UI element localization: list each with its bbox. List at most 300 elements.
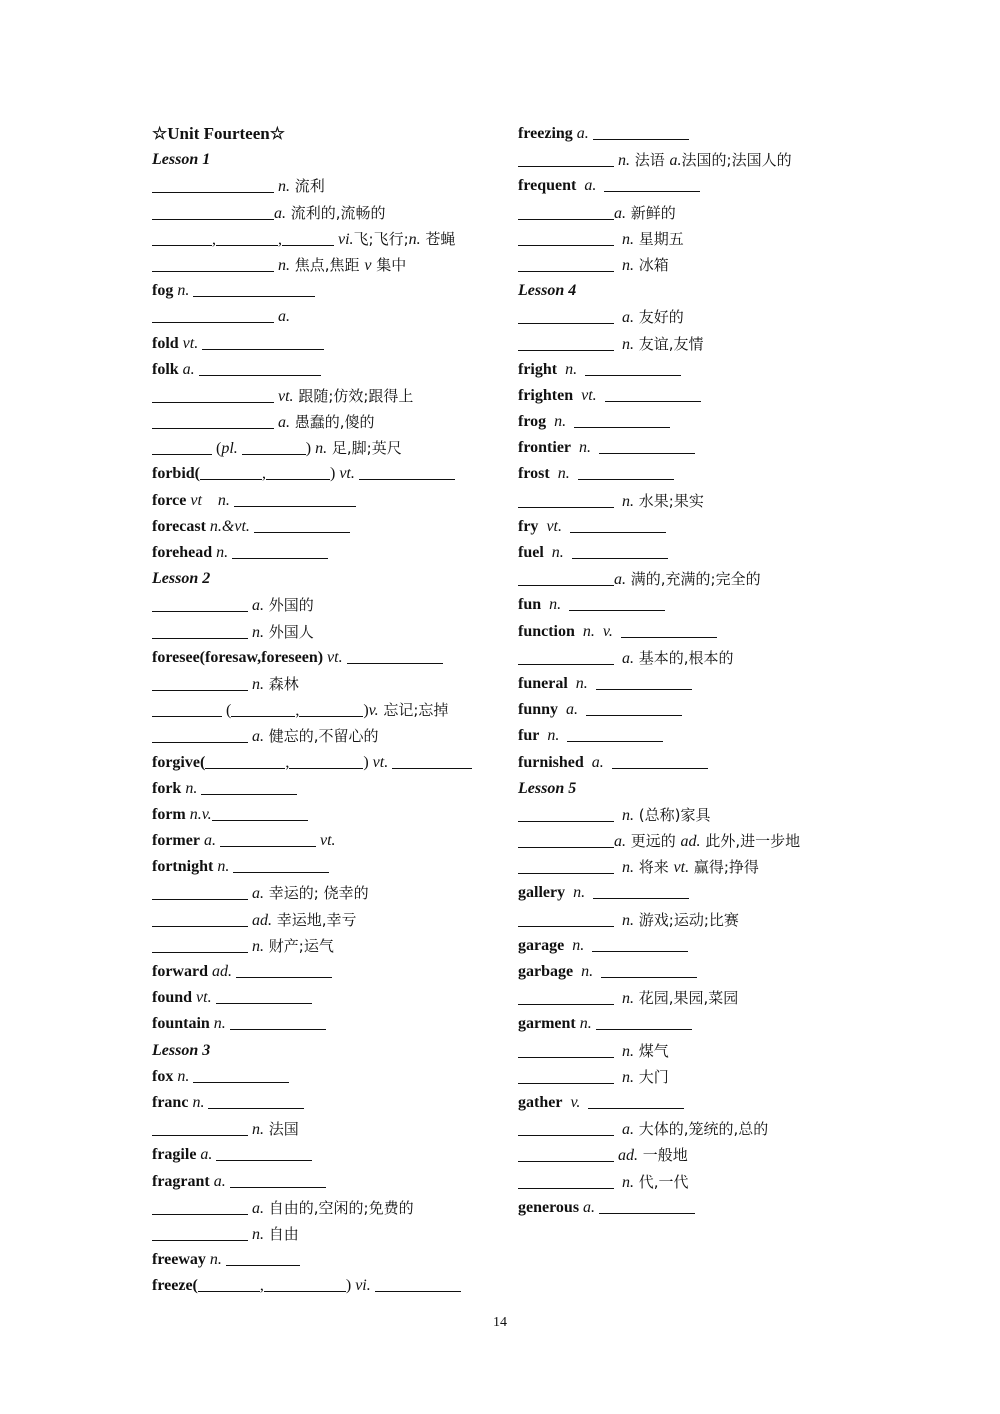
text-fragment xyxy=(559,727,567,744)
answer-blank[interactable] xyxy=(193,279,315,297)
headword: form xyxy=(152,805,186,823)
vocab-line xyxy=(518,933,848,959)
answer-blank[interactable] xyxy=(234,489,356,507)
part-of-speech: a. xyxy=(614,649,634,667)
answer-blank[interactable] xyxy=(605,384,701,402)
vocab-line xyxy=(518,1142,848,1168)
chinese-meaning: 外国人 xyxy=(264,622,314,641)
vocab-line xyxy=(152,750,497,776)
part-of-speech: n. xyxy=(549,465,570,483)
headword: former xyxy=(152,832,200,850)
vocab-line xyxy=(152,723,497,749)
vocab-line xyxy=(152,1273,497,1299)
vocab-line xyxy=(152,1116,497,1142)
answer-blank[interactable] xyxy=(567,724,663,742)
answer-blank[interactable] xyxy=(359,462,455,480)
text-fragment: Lesson 1 xyxy=(152,151,211,169)
vocab-line xyxy=(152,933,497,959)
part-of-speech: n. xyxy=(248,937,264,955)
text-fragment xyxy=(577,361,585,378)
answer-blank[interactable] xyxy=(347,646,443,664)
text-fragment: ) xyxy=(345,1277,356,1295)
headword: forward xyxy=(152,963,208,980)
headword: fuel xyxy=(518,544,544,561)
vocab-line xyxy=(152,828,497,854)
part-of-speech: n. xyxy=(614,152,630,170)
answer-blank[interactable] xyxy=(208,1091,304,1109)
vocab-line xyxy=(518,697,848,723)
vocab-line xyxy=(518,1038,848,1064)
lesson-heading xyxy=(518,278,848,304)
text-fragment: , xyxy=(295,702,300,720)
vocab-line xyxy=(518,619,848,645)
text-fragment: ) xyxy=(363,753,373,771)
headword: frontier xyxy=(518,439,572,457)
vocab-line xyxy=(518,671,848,697)
headword: function xyxy=(518,622,575,640)
headword: funeral xyxy=(518,674,568,692)
part-of-speech: n. xyxy=(213,858,230,876)
answer-blank[interactable] xyxy=(152,1223,248,1241)
answer-blank[interactable] xyxy=(201,777,297,795)
answer-blank[interactable] xyxy=(518,149,614,167)
vocab-line xyxy=(518,147,848,173)
part-of-speech: a. xyxy=(579,1198,596,1216)
answer-blank[interactable] xyxy=(230,1170,326,1188)
answer-blank[interactable] xyxy=(254,515,350,533)
part-of-speech: n. xyxy=(274,178,290,196)
vocab-line xyxy=(152,278,497,304)
vocab-line xyxy=(152,592,497,618)
headword: garage xyxy=(518,936,565,954)
part-of-speech: n. xyxy=(209,1015,226,1033)
vocab-line xyxy=(152,985,497,1011)
answer-blank[interactable] xyxy=(226,1248,300,1266)
chinese-meaning: 此外,进一步地 xyxy=(700,832,801,851)
part-of-speech: a. xyxy=(274,308,290,326)
part-of-speech: n. xyxy=(614,492,634,510)
answer-blank[interactable] xyxy=(518,1171,614,1189)
headword: furnished xyxy=(518,753,584,771)
answer-blank[interactable] xyxy=(596,1012,692,1030)
answer-blank[interactable] xyxy=(588,1091,684,1109)
lesson-heading xyxy=(152,147,497,173)
part-of-speech: a. xyxy=(614,1121,634,1139)
answer-blank[interactable] xyxy=(152,437,212,455)
chinese-meaning: 愚蠢的,傻的 xyxy=(290,413,375,432)
chinese-meaning: 自由的,空闲的;免费的 xyxy=(264,1198,414,1217)
part-of-speech: n.v. xyxy=(185,805,212,823)
text-fragment: Lesson 4 xyxy=(518,282,577,300)
chinese-meaning: 一般地 xyxy=(638,1146,688,1165)
vocab-line xyxy=(152,1090,497,1116)
headword: fork xyxy=(152,779,182,797)
chinese-meaning: 流利 xyxy=(290,177,325,196)
part-of-speech: n. xyxy=(614,806,634,824)
chinese-meaning: 星期五 xyxy=(634,229,684,248)
answer-blank[interactable] xyxy=(152,1197,248,1215)
vocab-line xyxy=(152,671,497,697)
answer-blank[interactable] xyxy=(518,1144,614,1162)
answer-blank[interactable] xyxy=(152,673,248,691)
answer-blank[interactable] xyxy=(152,254,274,272)
text-fragment xyxy=(588,675,596,692)
chinese-meaning: 跟随;仿效;跟得上 xyxy=(293,386,414,405)
answer-blank[interactable] xyxy=(596,672,692,690)
answer-blank[interactable] xyxy=(216,228,278,246)
answer-blank[interactable] xyxy=(216,986,312,1004)
vocab-line xyxy=(518,514,848,540)
answer-blank[interactable] xyxy=(299,699,363,717)
lesson-heading xyxy=(152,566,497,592)
headword: fry xyxy=(518,517,539,535)
part-of-speech: n. xyxy=(614,256,634,274)
part-of-speech: n. xyxy=(614,335,634,353)
vocab-line xyxy=(152,514,497,540)
vocab-line xyxy=(518,1169,848,1195)
answer-blank[interactable] xyxy=(585,358,681,376)
part-of-speech: n. xyxy=(575,1015,592,1033)
part-of-speech: vt. xyxy=(323,648,343,666)
vocab-line xyxy=(518,959,848,985)
answer-blank[interactable] xyxy=(601,960,697,978)
answer-blank[interactable] xyxy=(569,593,665,611)
vocab-line xyxy=(152,173,497,199)
text-fragment xyxy=(593,963,601,980)
part-of-speech: v. xyxy=(562,1093,581,1111)
unit-heading xyxy=(152,121,497,147)
chinese-meaning: 外国的 xyxy=(264,596,314,615)
chinese-meaning: 新鲜的 xyxy=(626,203,676,222)
part-of-speech: n.&vt. xyxy=(205,517,250,535)
vocab-line xyxy=(518,173,848,199)
chinese-meaning: 自由 xyxy=(264,1224,299,1243)
answer-blank[interactable] xyxy=(152,725,248,743)
part-of-speech: a. xyxy=(614,204,626,222)
answer-blank[interactable] xyxy=(282,228,334,246)
answer-blank[interactable] xyxy=(242,437,306,455)
chinese-meaning: 游戏;运动;比赛 xyxy=(634,910,739,929)
answer-blank[interactable] xyxy=(205,751,285,769)
part-of-speech: n. xyxy=(408,230,421,248)
vocab-line xyxy=(152,409,497,435)
vocab-line xyxy=(152,226,497,252)
part-of-speech: vt. xyxy=(573,386,597,404)
answer-blank[interactable] xyxy=(518,909,614,927)
vocab-line xyxy=(152,357,497,383)
text-fragment xyxy=(564,544,572,561)
vocab-line xyxy=(518,1011,848,1037)
headword: garment xyxy=(518,1015,576,1033)
vocab-line xyxy=(152,802,497,828)
answer-blank[interactable] xyxy=(621,620,717,638)
text-fragment xyxy=(580,1094,588,1111)
headword: forgive( xyxy=(152,753,206,771)
vocab-line xyxy=(152,540,497,566)
answer-blank[interactable] xyxy=(518,1066,614,1084)
headword: gather xyxy=(518,1093,563,1111)
answer-blank[interactable] xyxy=(231,699,295,717)
answer-blank[interactable] xyxy=(518,568,614,586)
text-fragment: , xyxy=(259,1277,264,1295)
headword: funny xyxy=(518,701,559,719)
text-fragment xyxy=(562,518,570,535)
vocab-line xyxy=(152,488,497,514)
answer-blank[interactable] xyxy=(518,1118,614,1136)
part-of-speech: n. xyxy=(173,282,190,300)
text-fragment xyxy=(584,937,592,954)
answer-blank[interactable] xyxy=(593,122,689,140)
text-fragment: Lesson 2 xyxy=(152,570,211,588)
headword: frighten xyxy=(518,386,574,404)
chinese-meaning: 财产;运气 xyxy=(264,936,334,955)
part-of-speech: n. xyxy=(567,674,588,692)
text-fragment: , xyxy=(285,753,290,771)
vocab-line xyxy=(518,1195,848,1221)
text-fragment: Lesson 3 xyxy=(152,1041,211,1059)
answer-blank[interactable] xyxy=(518,647,614,665)
answer-blank[interactable] xyxy=(289,751,363,769)
vocab-line xyxy=(518,540,848,566)
headword: fragrant xyxy=(152,1172,210,1190)
vocab-line xyxy=(152,1169,497,1195)
answer-blank[interactable] xyxy=(593,881,689,899)
part-of-speech: n. xyxy=(614,911,634,929)
part-of-speech: ad. xyxy=(614,1147,638,1165)
answer-blank[interactable] xyxy=(236,960,332,978)
vocab-line xyxy=(152,200,497,226)
headword: foresee(foresaw,foreseen) xyxy=(152,648,324,666)
headword: force xyxy=(152,491,187,509)
vocab-line xyxy=(152,1195,497,1221)
answer-blank[interactable] xyxy=(152,385,274,403)
chinese-meaning: 森林 xyxy=(264,674,299,693)
answer-blank[interactable] xyxy=(152,935,248,953)
part-of-speech: a. xyxy=(274,204,286,222)
part-of-speech: v. xyxy=(368,702,379,720)
part-of-speech: ad. xyxy=(248,911,272,929)
headword: freezing xyxy=(518,125,573,142)
answer-blank[interactable] xyxy=(152,909,248,927)
answer-blank[interactable] xyxy=(518,228,614,246)
part-of-speech: a. xyxy=(248,885,264,903)
text-fragment: Lesson 5 xyxy=(518,779,577,797)
part-of-speech: a. xyxy=(572,125,589,142)
chinese-meaning: 忘记;忘掉 xyxy=(378,701,449,720)
vocab-line xyxy=(518,723,848,749)
answer-blank[interactable] xyxy=(152,621,248,639)
answer-blank[interactable] xyxy=(152,1118,248,1136)
headword: fragile xyxy=(152,1146,197,1164)
answer-blank[interactable] xyxy=(572,541,668,559)
part-of-speech: vt. xyxy=(339,465,355,483)
chinese-meaning: 流利的,流畅的 xyxy=(286,203,386,222)
vocab-line xyxy=(518,121,848,147)
headword: garbage xyxy=(518,963,574,980)
text-fragment: , xyxy=(278,230,282,248)
chinese-meaning: 基本的,根本的 xyxy=(634,648,734,667)
headword: forbid( xyxy=(152,465,200,483)
vocab-line xyxy=(152,645,497,671)
answer-blank[interactable] xyxy=(152,202,274,220)
answer-blank[interactable] xyxy=(570,515,666,533)
headword: fur xyxy=(518,727,540,745)
part-of-speech: n. v. xyxy=(574,622,613,640)
answer-blank[interactable] xyxy=(518,987,614,1005)
answer-blank[interactable] xyxy=(518,830,614,848)
answer-blank[interactable] xyxy=(202,332,324,350)
answer-blank[interactable] xyxy=(152,305,274,323)
text-fragment: ) xyxy=(305,440,316,458)
answer-blank[interactable] xyxy=(375,1274,461,1292)
chinese-meaning: 友谊,友情 xyxy=(634,334,704,353)
answer-blank[interactable] xyxy=(518,490,614,508)
chinese-meaning: (总称)家具 xyxy=(634,805,711,824)
part-of-speech: vt. xyxy=(192,989,212,1007)
chinese-meaning: 法国的;法国人的 xyxy=(681,151,792,170)
part-of-speech: a. xyxy=(583,753,604,771)
vocab-line xyxy=(152,1221,497,1247)
part-of-speech: n. xyxy=(564,936,585,954)
vocab-line xyxy=(518,409,848,435)
answer-blank[interactable] xyxy=(518,202,614,220)
answer-blank[interactable] xyxy=(518,856,614,874)
answer-blank[interactable] xyxy=(193,1065,289,1083)
text-fragment: ( xyxy=(212,440,222,458)
vocab-line xyxy=(518,880,848,906)
headword: frost xyxy=(518,465,550,483)
answer-blank[interactable] xyxy=(152,594,248,612)
answer-blank[interactable] xyxy=(152,699,222,717)
headword: fun xyxy=(518,596,542,614)
answer-blank[interactable] xyxy=(578,462,674,480)
vocab-line xyxy=(518,1090,848,1116)
answer-blank[interactable] xyxy=(518,333,614,351)
vocab-line xyxy=(518,226,848,252)
part-of-speech: a. xyxy=(199,832,216,850)
part-of-speech: n. xyxy=(543,544,564,561)
vocab-line xyxy=(152,1011,497,1037)
part-of-speech: n. xyxy=(212,544,229,561)
answer-blank[interactable] xyxy=(152,175,274,193)
chinese-meaning: 赢得;挣得 xyxy=(689,858,759,877)
answer-blank[interactable] xyxy=(518,804,614,822)
headword: forecast xyxy=(152,517,206,535)
vocab-line xyxy=(152,435,497,461)
headword: fright xyxy=(518,360,558,378)
answer-blank[interactable] xyxy=(574,410,670,428)
vocab-line xyxy=(518,435,848,461)
text-fragment xyxy=(578,701,586,718)
answer-blank[interactable] xyxy=(152,411,274,429)
answer-blank[interactable] xyxy=(199,358,321,376)
part-of-speech: n. xyxy=(181,779,198,797)
part-of-speech: n. xyxy=(565,884,586,902)
answer-blank[interactable] xyxy=(392,751,472,769)
part-of-speech: vt xyxy=(186,491,202,509)
vocab-line xyxy=(152,304,497,330)
vocab-line xyxy=(518,592,848,618)
part-of-speech: a. xyxy=(248,597,264,615)
answer-blank[interactable] xyxy=(599,1196,695,1214)
chinese-meaning: 法语 xyxy=(630,151,670,170)
answer-blank[interactable] xyxy=(216,1143,312,1161)
answer-blank[interactable] xyxy=(518,254,614,272)
text-fragment: , xyxy=(212,230,216,248)
answer-blank[interactable] xyxy=(266,462,330,480)
chinese-meaning: 冰箱 xyxy=(634,255,669,274)
chinese-meaning: 将来 xyxy=(634,858,674,877)
answer-blank[interactable] xyxy=(592,934,688,952)
part-of-speech: a. xyxy=(669,152,682,170)
headword: frequent xyxy=(518,177,577,195)
part-of-speech: n. xyxy=(248,623,264,641)
vocab-line xyxy=(518,304,848,330)
answer-blank[interactable] xyxy=(518,1040,614,1058)
part-of-speech: vt. xyxy=(673,859,690,877)
vocab-line xyxy=(152,383,497,409)
answer-blank[interactable] xyxy=(212,803,308,821)
answer-blank[interactable] xyxy=(200,462,262,480)
chinese-meaning: 水果;果实 xyxy=(634,491,704,510)
vocab-line xyxy=(518,854,848,880)
answer-blank[interactable] xyxy=(230,1012,326,1030)
chinese-meaning: 大门 xyxy=(634,1067,669,1086)
text-fragment xyxy=(566,413,574,430)
page-number: 14 xyxy=(493,1315,507,1330)
answer-blank[interactable] xyxy=(518,306,614,324)
part-of-speech: n. xyxy=(571,439,592,457)
chinese-meaning: 幸运的; 侥幸的 xyxy=(264,884,369,903)
text-fragment xyxy=(202,492,218,509)
answer-blank[interactable] xyxy=(233,855,329,873)
part-of-speech: n. xyxy=(573,963,594,980)
text-fragment: , xyxy=(262,465,266,483)
part-of-speech: pl. xyxy=(221,440,238,458)
headword: folk xyxy=(152,360,179,378)
answer-blank[interactable] xyxy=(264,1274,346,1292)
vocab-line xyxy=(518,566,848,592)
answer-blank[interactable] xyxy=(198,1274,260,1292)
text-fragment xyxy=(613,623,621,640)
part-of-speech: a. xyxy=(196,1146,213,1164)
headword: fox xyxy=(152,1067,174,1085)
answer-blank[interactable] xyxy=(152,882,248,900)
part-of-speech: n. xyxy=(614,1173,634,1191)
answer-blank[interactable] xyxy=(586,698,682,716)
answer-blank[interactable] xyxy=(220,829,316,847)
headword: fortnight xyxy=(152,858,214,876)
vocab-line xyxy=(518,200,848,226)
text-fragment xyxy=(585,884,593,901)
vocab-line xyxy=(518,488,848,514)
answer-blank[interactable] xyxy=(232,541,328,559)
vocab-line xyxy=(518,907,848,933)
chinese-meaning: 法国 xyxy=(264,1120,299,1139)
answer-blank[interactable] xyxy=(612,751,708,769)
vocab-line xyxy=(518,383,848,409)
part-of-speech: vi. xyxy=(334,230,354,248)
answer-blank[interactable] xyxy=(604,174,700,192)
part-of-speech: vt. xyxy=(178,334,199,352)
part-of-speech: ad. xyxy=(207,963,232,980)
answer-blank[interactable] xyxy=(152,228,212,246)
part-of-speech: ad. xyxy=(680,833,701,851)
vocab-line xyxy=(518,252,848,278)
answer-blank[interactable] xyxy=(599,436,695,454)
headword: freeze( xyxy=(152,1277,198,1295)
vocab-line xyxy=(152,461,497,487)
